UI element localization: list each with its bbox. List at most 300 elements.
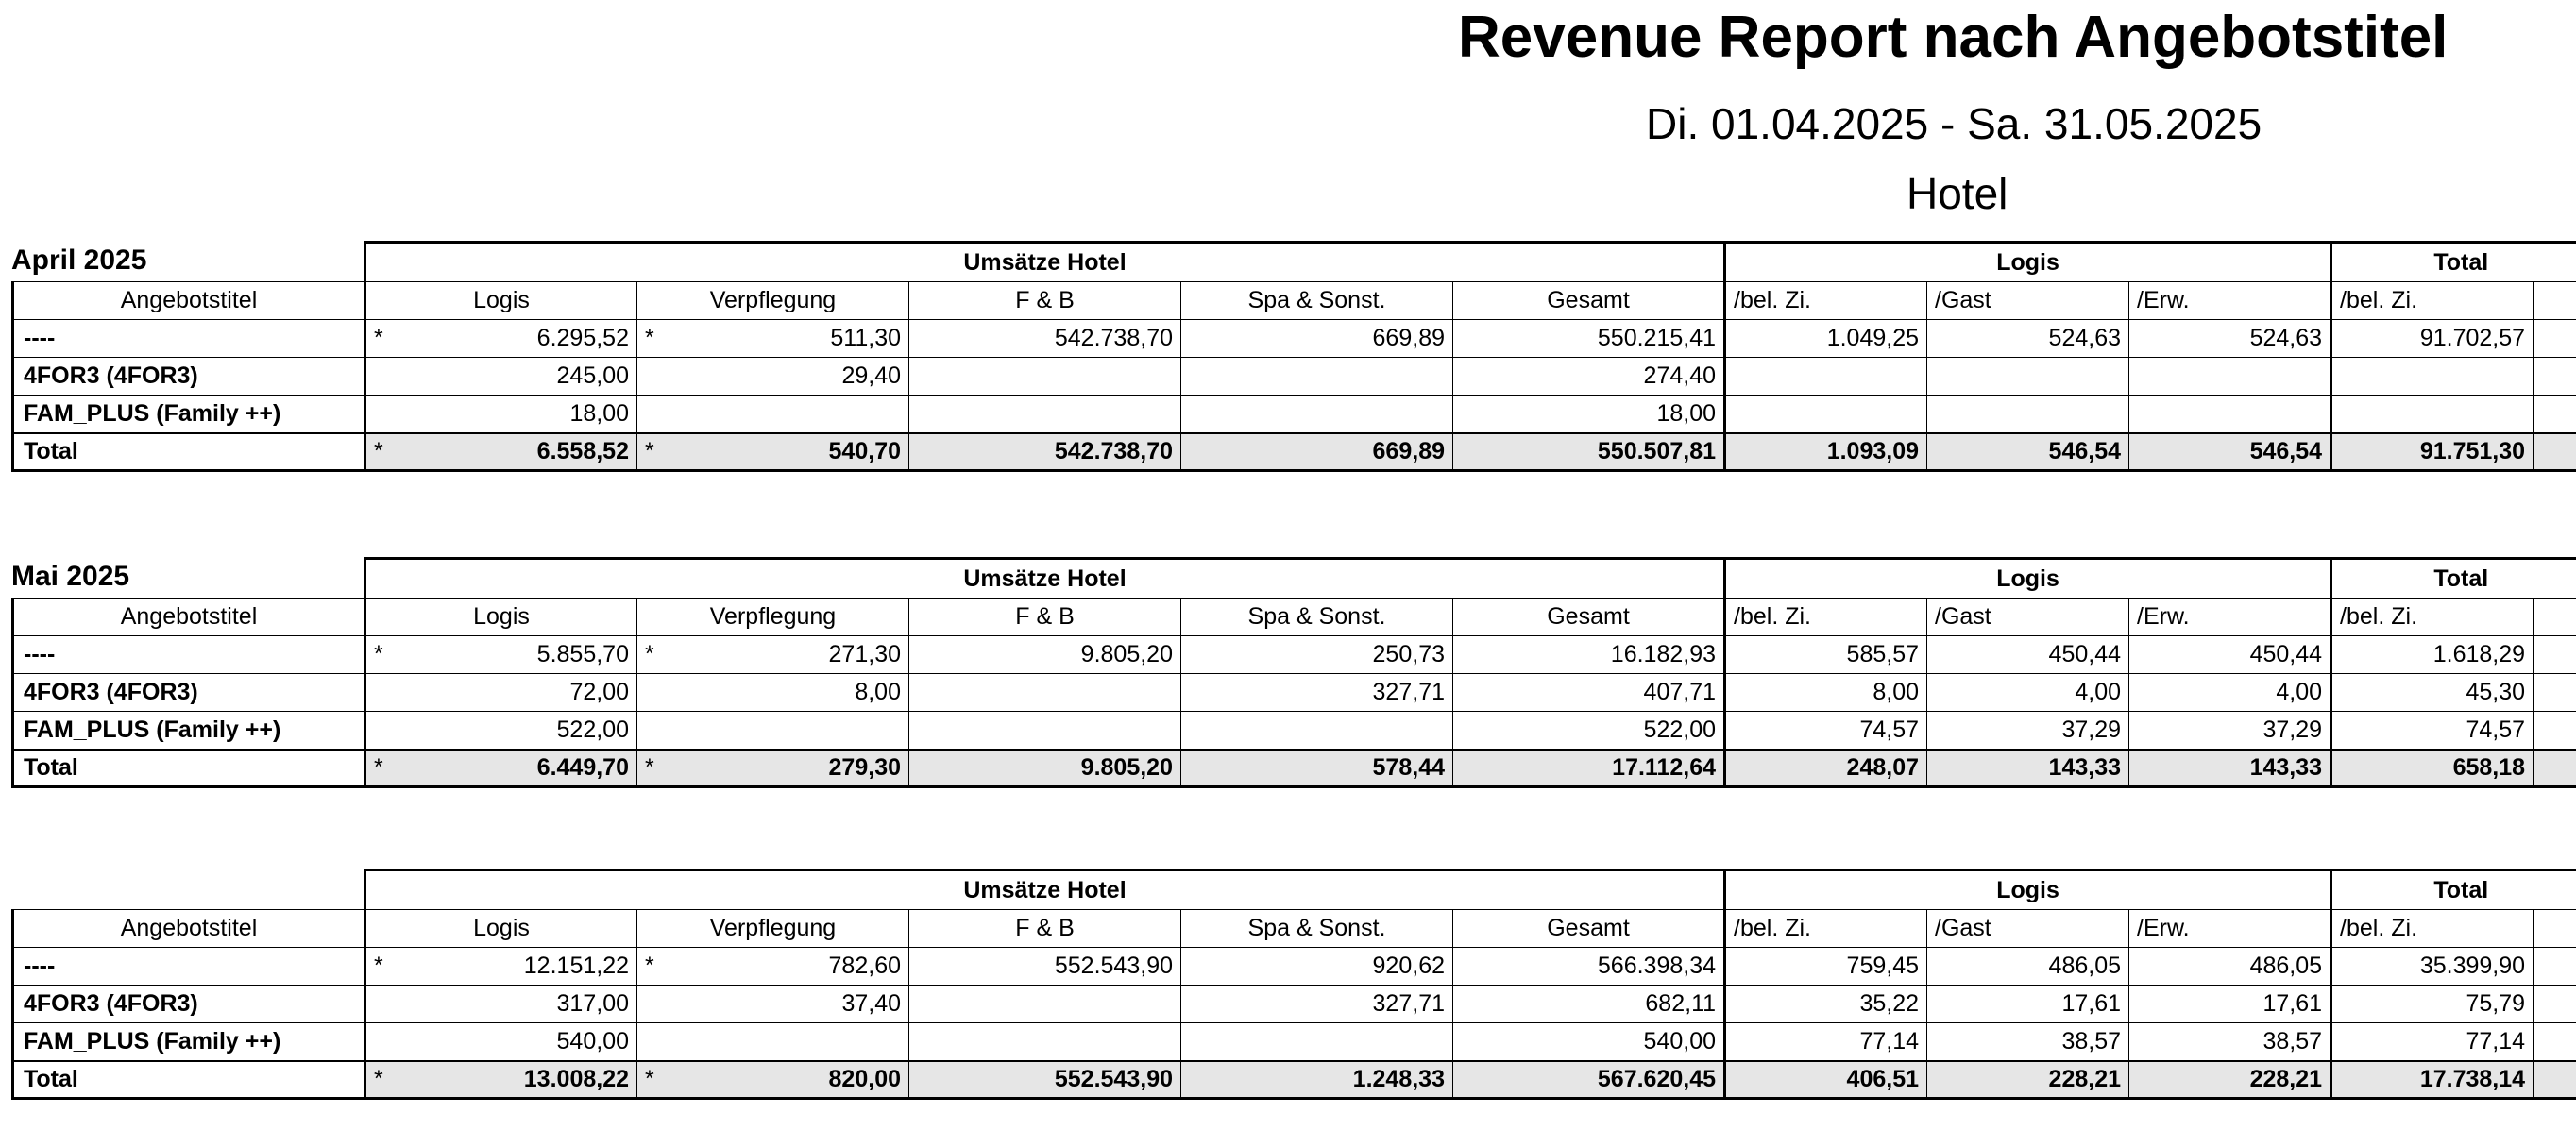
cell-gast: [1927, 750, 2129, 787]
cell-value: 5.855,70: [536, 641, 629, 667]
column-header: Logis: [365, 910, 637, 948]
row-label: 4FOR3 (4FOR3): [13, 986, 365, 1023]
group-header-row: [13, 870, 2576, 910]
cell-gesamt: [1453, 1061, 1725, 1099]
cell-verpflegung: [637, 433, 909, 471]
cell-fb: [909, 1023, 1181, 1061]
cell-fb: [909, 433, 1181, 471]
section-month-label: Mai 2025: [11, 561, 130, 592]
cell-value: 920,62: [1372, 953, 1445, 979]
cell-gast: [1927, 636, 2129, 674]
cell-logis: [365, 1023, 637, 1061]
cell-logis: [365, 433, 637, 471]
report-property: Hotel: [1907, 169, 2008, 218]
column-header: /bel. Zi.: [1725, 282, 1927, 320]
cell-fb: [909, 1061, 1181, 1099]
cell-fb: [909, 750, 1181, 787]
cell-value: 552.543,90: [1054, 1065, 1173, 1092]
column-header: F & B: [909, 910, 1181, 948]
cell-value: 9.805,20: [1080, 641, 1173, 667]
cell-value: 8,00: [855, 679, 901, 705]
column-header: Spa & Sonst.: [1181, 910, 1453, 948]
cell-logis: [365, 636, 637, 674]
cell-total-bel_zi: [2331, 1061, 2534, 1099]
cell-value: 406,51: [1846, 1065, 1920, 1092]
column-header: Verpflegung: [637, 599, 909, 636]
estimate-marker: *: [645, 953, 654, 979]
cell-gast: [1927, 1061, 2129, 1099]
cell-logis: [365, 712, 637, 750]
column-header-extra: [2534, 910, 2576, 948]
cell-spa: [1181, 674, 1453, 712]
cell-spa: [1181, 358, 1453, 396]
cell-value: 12.151,22: [523, 953, 629, 979]
cell-value: 552.543,90: [1054, 953, 1173, 979]
estimate-marker: *: [374, 437, 383, 464]
cell-value: 782,60: [828, 953, 901, 979]
cell-verpflegung: [637, 986, 909, 1023]
cell-spa: [1181, 636, 1453, 674]
cell-spa: [1181, 433, 1453, 471]
cell-value: 6.295,52: [536, 325, 629, 351]
group-header-logis: Logis: [1725, 243, 2331, 282]
cell-bel-zi: [1725, 948, 1927, 986]
cell-value: 524,63: [2249, 325, 2323, 351]
group-header-total: Total: [2331, 243, 2576, 282]
column-header: /bel. Zi.: [2331, 599, 2534, 636]
column-header: /Gast: [1927, 282, 2129, 320]
cell-gesamt: [1453, 433, 1725, 471]
cell-value: 91.702,57: [2419, 325, 2526, 351]
cell-value: 540,70: [828, 437, 901, 464]
cell-gesamt: [1453, 636, 1725, 674]
cell-fb: [909, 396, 1181, 433]
cell-verpflegung: [637, 948, 909, 986]
row-label: ----: [13, 320, 365, 358]
cell-erw: [2129, 674, 2331, 712]
cell-bel-zi: [1725, 1061, 1927, 1099]
cell-value: 511,30: [830, 325, 901, 351]
cell-extra: [2534, 750, 2576, 787]
cell-value: 9.805,20: [1080, 753, 1173, 781]
cell-value: 540,00: [556, 1027, 629, 1054]
cell-value: 578,44: [1372, 753, 1445, 781]
cell-value: 327,71: [1372, 990, 1445, 1017]
group-header-blank: [13, 243, 365, 282]
cell-value: 1.093,09: [1826, 437, 1920, 464]
cell-value: 271,30: [828, 641, 901, 667]
cell-value: 37,40: [841, 990, 901, 1017]
column-header: Spa & Sonst.: [1181, 282, 1453, 320]
cell-value: 540,00: [1643, 1027, 1717, 1054]
cell-value: 17.738,14: [2419, 1065, 2526, 1092]
cell-value: 486,05: [2249, 953, 2323, 979]
cell-erw: [2129, 396, 2331, 433]
cell-value: 250,73: [1372, 641, 1445, 667]
cell-extra: [2534, 433, 2576, 471]
column-header: /Gast: [1927, 599, 2129, 636]
cell-value: 317,00: [556, 990, 629, 1017]
cell-value: 274,40: [1643, 363, 1717, 389]
cell-value: 72,00: [569, 679, 629, 705]
cell-gast: [1927, 948, 2129, 986]
cell-value: 228,21: [2249, 1065, 2323, 1092]
cell-value: 682,11: [1645, 990, 1717, 1017]
cell-spa: [1181, 750, 1453, 787]
cell-total-bel_zi: [2331, 320, 2534, 358]
group-header-umsaetze: Umsätze Hotel: [365, 559, 1725, 599]
cell-erw: [2129, 750, 2331, 787]
cell-value: 327,71: [1372, 679, 1445, 705]
cell-value: 17,61: [2061, 990, 2122, 1017]
estimate-marker: *: [645, 325, 654, 351]
estimate-marker: *: [374, 953, 383, 979]
column-header: Angebotstitel: [13, 910, 365, 948]
cell-value: 8,00: [1873, 679, 1920, 705]
estimate-marker: *: [645, 641, 654, 667]
estimate-marker: *: [645, 1065, 654, 1092]
group-header-row: [13, 559, 2576, 599]
cell-value: 17,61: [2262, 990, 2323, 1017]
column-header: Gesamt: [1453, 282, 1725, 320]
cell-value: 1.618,29: [2432, 641, 2526, 667]
report-date-range: Di. 01.04.2025 - Sa. 31.05.2025: [1646, 99, 2262, 148]
group-header-umsaetze: Umsätze Hotel: [365, 870, 1725, 910]
estimate-marker: *: [645, 753, 654, 781]
cell-value: 669,89: [1372, 325, 1445, 351]
cell-value: 13.008,22: [523, 1065, 629, 1092]
total-row: [13, 433, 2576, 471]
cell-gast: [1927, 674, 2129, 712]
cell-value: 524,63: [2048, 325, 2122, 351]
cell-value: 77,14: [2466, 1027, 2526, 1054]
cell-value: 4,00: [2276, 679, 2323, 705]
cell-logis: [365, 358, 637, 396]
cell-value: 820,00: [828, 1065, 901, 1092]
column-header: /Erw.: [2129, 599, 2331, 636]
cell-spa: [1181, 712, 1453, 750]
cell-total-bel_zi: [2331, 1023, 2534, 1061]
cell-verpflegung: [637, 320, 909, 358]
cell-fb: [909, 948, 1181, 986]
cell-spa: [1181, 396, 1453, 433]
cell-gesamt: [1453, 986, 1725, 1023]
table-row: [13, 1023, 2576, 1061]
cell-total-bel_zi: [2331, 396, 2534, 433]
column-header-row: [13, 910, 2576, 948]
estimate-marker: *: [374, 1065, 383, 1092]
cell-logis: [365, 986, 637, 1023]
column-header: F & B: [909, 282, 1181, 320]
cell-spa: [1181, 1061, 1453, 1099]
table-row: [13, 636, 2576, 674]
cell-bel-zi: [1725, 358, 1927, 396]
table-row: [13, 674, 2576, 712]
table-row: [13, 986, 2576, 1023]
column-header-row: [13, 282, 2576, 320]
cell-gesamt: [1453, 712, 1725, 750]
cell-value: 279,30: [828, 753, 901, 781]
cell-gast: [1927, 1023, 2129, 1061]
row-label: FAM_PLUS (Family ++): [13, 396, 365, 433]
column-header: /bel. Zi.: [2331, 282, 2534, 320]
cell-value: 245,00: [556, 363, 629, 389]
cell-total-bel_zi: [2331, 358, 2534, 396]
cell-total-bel_zi: [2331, 433, 2534, 471]
cell-extra: [2534, 1023, 2576, 1061]
group-header-row: [13, 243, 2576, 282]
table-row: [13, 358, 2576, 396]
cell-gast: [1927, 433, 2129, 471]
cell-gesamt: [1453, 358, 1725, 396]
revenue-table: [11, 869, 2576, 1100]
cell-value: 6.449,70: [536, 753, 629, 781]
revenue-table: [11, 241, 2576, 472]
cell-verpflegung: [637, 358, 909, 396]
column-header: Gesamt: [1453, 599, 1725, 636]
table-row: [13, 396, 2576, 433]
report-title: Revenue Report nach Angebotstitel: [1458, 5, 2449, 70]
cell-value: 74,57: [1859, 716, 1920, 743]
cell-gesamt: [1453, 396, 1725, 433]
cell-value: 74,57: [2466, 716, 2526, 743]
cell-spa: [1181, 1023, 1453, 1061]
cell-extra: [2534, 712, 2576, 750]
cell-value: 16.182,93: [1610, 641, 1717, 667]
cell-extra: [2534, 674, 2576, 712]
column-header: Verpflegung: [637, 282, 909, 320]
cell-gast: [1927, 396, 2129, 433]
cell-gast: [1927, 358, 2129, 396]
cell-value: 77,14: [1859, 1027, 1920, 1054]
cell-extra: [2534, 948, 2576, 986]
cell-value: 38,57: [2262, 1027, 2323, 1054]
row-label: FAM_PLUS (Family ++): [13, 712, 365, 750]
cell-extra: [2534, 636, 2576, 674]
cell-bel-zi: [1725, 320, 1927, 358]
cell-fb: [909, 986, 1181, 1023]
cell-fb: [909, 712, 1181, 750]
cell-gast: [1927, 320, 2129, 358]
cell-value: 522,00: [1643, 716, 1717, 743]
column-header: /bel. Zi.: [1725, 599, 1927, 636]
cell-logis: [365, 1061, 637, 1099]
table-row: [13, 948, 2576, 986]
cell-value: 37,29: [2262, 716, 2323, 743]
cell-verpflegung: [637, 674, 909, 712]
group-header-umsaetze: Umsätze Hotel: [365, 243, 1725, 282]
cell-logis: [365, 674, 637, 712]
cell-erw: [2129, 1061, 2331, 1099]
cell-value: 18,00: [1656, 399, 1717, 427]
cell-gast: [1927, 712, 2129, 750]
column-header: F & B: [909, 599, 1181, 636]
cell-value: 143,33: [2249, 753, 2323, 781]
cell-value: 35.399,90: [2419, 953, 2526, 979]
cell-value: 542.738,70: [1054, 437, 1173, 464]
cell-gesamt: [1453, 948, 1725, 986]
cell-value: 38,57: [2061, 1027, 2122, 1054]
cell-verpflegung: [637, 636, 909, 674]
cell-erw: [2129, 948, 2331, 986]
cell-extra: [2534, 396, 2576, 433]
cell-gesamt: [1453, 674, 1725, 712]
cell-value: 658,18: [2452, 753, 2526, 781]
group-header-blank: [13, 559, 365, 599]
column-header-extra: [2534, 282, 2576, 320]
cell-fb: [909, 358, 1181, 396]
cell-value: 450,44: [2249, 641, 2323, 667]
row-label: ----: [13, 948, 365, 986]
cell-value: 566.398,34: [1597, 953, 1717, 979]
cell-value: 550.507,81: [1597, 437, 1717, 464]
column-header: Angebotstitel: [13, 599, 365, 636]
row-label: Total: [13, 433, 365, 471]
estimate-marker: *: [374, 641, 383, 667]
cell-value: 546,54: [2249, 437, 2323, 464]
cell-verpflegung: [637, 750, 909, 787]
cell-value: 4,00: [2075, 679, 2122, 705]
cell-total-bel_zi: [2331, 712, 2534, 750]
cell-bel-zi: [1725, 750, 1927, 787]
revenue-table: [11, 557, 2576, 788]
column-header: /Erw.: [2129, 282, 2331, 320]
cell-value: 1.248,33: [1352, 1065, 1445, 1092]
cell-value: 75,79: [2466, 990, 2526, 1017]
group-header-logis: Logis: [1725, 870, 2331, 910]
cell-value: 550.215,41: [1597, 325, 1717, 351]
cell-verpflegung: [637, 396, 909, 433]
cell-value: 585,57: [1846, 641, 1920, 667]
cell-erw: [2129, 1023, 2331, 1061]
cell-value: 29,40: [841, 363, 901, 389]
cell-value: 450,44: [2048, 641, 2122, 667]
row-label: 4FOR3 (4FOR3): [13, 674, 365, 712]
cell-total-bel_zi: [2331, 674, 2534, 712]
row-label: ----: [13, 636, 365, 674]
row-label: FAM_PLUS (Family ++): [13, 1023, 365, 1061]
cell-fb: [909, 636, 1181, 674]
cell-value: 18,00: [569, 399, 629, 427]
cell-logis: [365, 396, 637, 433]
cell-value: 486,05: [2048, 953, 2122, 979]
cell-value: 546,54: [2048, 437, 2122, 464]
group-header-total: Total: [2331, 870, 2576, 910]
cell-fb: [909, 320, 1181, 358]
cell-value: 567.620,45: [1597, 1065, 1717, 1092]
table-row: [13, 712, 2576, 750]
cell-erw: [2129, 636, 2331, 674]
cell-spa: [1181, 986, 1453, 1023]
cell-extra: [2534, 1061, 2576, 1099]
cell-erw: [2129, 712, 2331, 750]
cell-bel-zi: [1725, 396, 1927, 433]
cell-bel-zi: [1725, 712, 1927, 750]
cell-value: 407,71: [1643, 679, 1717, 705]
column-header-extra: [2534, 599, 2576, 636]
cell-value: 35,22: [1859, 990, 1920, 1017]
estimate-marker: *: [645, 437, 654, 464]
cell-bel-zi: [1725, 433, 1927, 471]
cell-bel-zi: [1725, 674, 1927, 712]
cell-spa: [1181, 948, 1453, 986]
cell-extra: [2534, 358, 2576, 396]
cell-value: 1.049,25: [1826, 325, 1920, 351]
cell-total-bel_zi: [2331, 636, 2534, 674]
cell-total-bel_zi: [2331, 986, 2534, 1023]
cell-extra: [2534, 986, 2576, 1023]
row-label: 4FOR3 (4FOR3): [13, 358, 365, 396]
cell-value: 91.751,30: [2419, 437, 2526, 464]
estimate-marker: *: [374, 753, 383, 781]
column-header: Angebotstitel: [13, 282, 365, 320]
cell-logis: [365, 750, 637, 787]
cell-bel-zi: [1725, 1023, 1927, 1061]
group-header-total: Total: [2331, 559, 2576, 599]
column-header-row: [13, 599, 2576, 636]
column-header: Verpflegung: [637, 910, 909, 948]
cell-erw: [2129, 433, 2331, 471]
cell-erw: [2129, 358, 2331, 396]
cell-verpflegung: [637, 1061, 909, 1099]
column-header: Logis: [365, 599, 637, 636]
estimate-marker: *: [374, 325, 383, 351]
cell-value: 759,45: [1846, 953, 1920, 979]
cell-logis: [365, 320, 637, 358]
cell-gast: [1927, 986, 2129, 1023]
cell-value: 45,30: [2466, 679, 2526, 705]
column-header: /Erw.: [2129, 910, 2331, 948]
cell-value: 228,21: [2048, 1065, 2122, 1092]
cell-erw: [2129, 986, 2331, 1023]
group-header-logis: Logis: [1725, 559, 2331, 599]
group-header-blank: [13, 870, 365, 910]
cell-value: 522,00: [556, 716, 629, 743]
cell-erw: [2129, 320, 2331, 358]
cell-value: 6.558,52: [536, 437, 629, 464]
cell-gesamt: [1453, 750, 1725, 787]
cell-total-bel_zi: [2331, 750, 2534, 787]
cell-verpflegung: [637, 1023, 909, 1061]
column-header: Logis: [365, 282, 637, 320]
cell-gesamt: [1453, 1023, 1725, 1061]
cell-extra: [2534, 320, 2576, 358]
cell-value: 669,89: [1372, 437, 1445, 464]
section-month-label: April 2025: [11, 245, 147, 276]
cell-total-bel_zi: [2331, 948, 2534, 986]
cell-value: 143,33: [2048, 753, 2122, 781]
column-header: Gesamt: [1453, 910, 1725, 948]
cell-spa: [1181, 320, 1453, 358]
row-label: Total: [13, 750, 365, 787]
cell-fb: [909, 674, 1181, 712]
total-row: [13, 750, 2576, 787]
column-header: Spa & Sonst.: [1181, 599, 1453, 636]
table-row: [13, 320, 2576, 358]
cell-value: 248,07: [1846, 753, 1920, 781]
cell-value: 17.112,64: [1612, 753, 1717, 781]
cell-value: 542.738,70: [1054, 325, 1173, 351]
cell-value: 37,29: [2061, 716, 2122, 743]
row-label: Total: [13, 1061, 365, 1099]
total-row: [13, 1061, 2576, 1099]
cell-logis: [365, 948, 637, 986]
cell-bel-zi: [1725, 636, 1927, 674]
column-header: /Gast: [1927, 910, 2129, 948]
cell-gesamt: [1453, 320, 1725, 358]
column-header: /bel. Zi.: [1725, 910, 1927, 948]
column-header: /bel. Zi.: [2331, 910, 2534, 948]
